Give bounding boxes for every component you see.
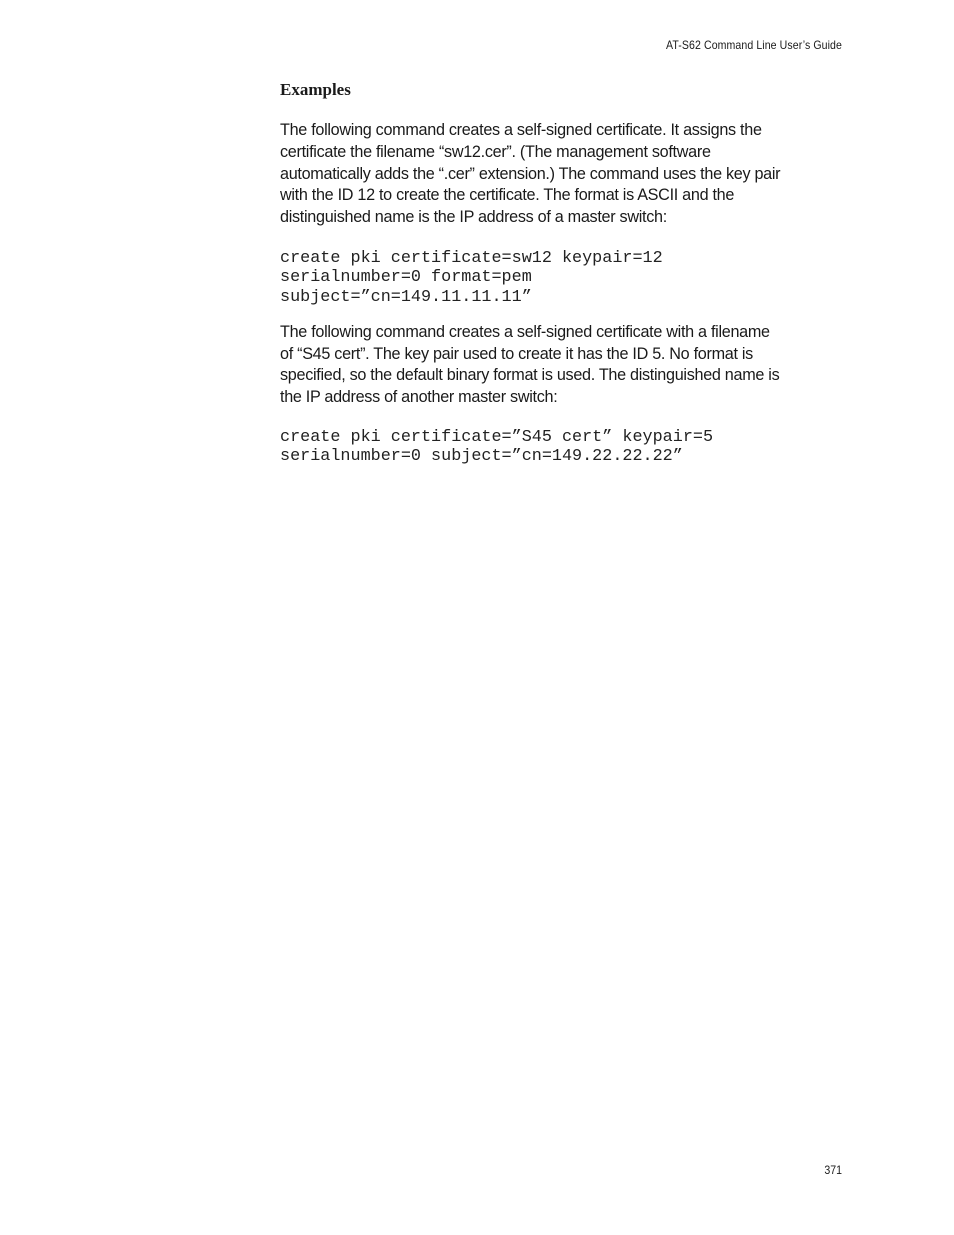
paragraph-line: The following command creates a self-signed certificate. It assigns the bbox=[280, 121, 762, 139]
code-example-2 bbox=[280, 428, 846, 467]
code-line: serialnumber=0 subject=”cn=149.22.22.22” bbox=[280, 447, 683, 467]
code-line: subject=”cn=149.11.11.11” bbox=[280, 287, 532, 307]
paragraph-line: certificate the filename “sw12.cer”. (The management software bbox=[280, 142, 711, 161]
paragraph-line: specified, so the default binary format is used. The distinguished name is bbox=[280, 366, 780, 385]
paragraph-line: distinguished name is the IP address of a master switch: bbox=[280, 208, 667, 227]
page-number: 371 bbox=[824, 1163, 842, 1177]
running-header: AT-S62 Command Line User’s Guide bbox=[666, 38, 842, 52]
page-content bbox=[280, 79, 846, 467]
code-line: create pki certificate=”S45 cert” keypair=5 bbox=[280, 428, 714, 448]
paragraph-line: automatically adds the “.cer” extension.) The command uses the key pair bbox=[280, 164, 781, 183]
paragraph-line: The following command creates a self-signed certificate with a filename bbox=[280, 322, 770, 341]
paragraph-line: of “S45 cert”. The key pair used to create it has the ID 5. No format is bbox=[280, 344, 753, 363]
section-heading: Examples bbox=[280, 80, 351, 99]
code-line: serialnumber=0 format=pem bbox=[280, 268, 532, 288]
code-example-1 bbox=[280, 249, 846, 307]
paragraph-line: with the ID 12 to create the certificate. The format is ASCII and the bbox=[280, 186, 735, 205]
code-line: create pki certificate=sw12 keypair=12 bbox=[280, 248, 663, 268]
paragraph-1 bbox=[280, 120, 846, 229]
paragraph-2 bbox=[280, 322, 846, 409]
paragraph-line: the IP address of another master switch: bbox=[280, 388, 558, 407]
